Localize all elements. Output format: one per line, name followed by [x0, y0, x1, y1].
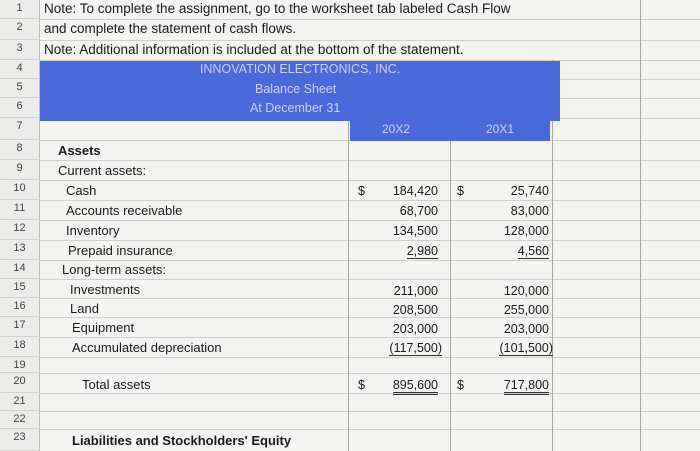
column-divider — [640, 0, 641, 451]
value-land-20x1[interactable]: 255,000 — [503, 303, 549, 317]
value-land-20x2[interactable]: 208,500 — [392, 303, 438, 317]
value-cash-20x2[interactable]: 184,420 — [392, 184, 438, 198]
row-cells[interactable] — [40, 411, 700, 430]
value-investments-20x2[interactable]: 211,000 — [393, 284, 438, 298]
row-number[interactable]: 22 — [0, 411, 40, 429]
label-investments[interactable]: Investments — [70, 282, 141, 297]
label-accounts-receivable[interactable]: Accounts receivable — [66, 203, 183, 218]
row-number[interactable]: 19 — [0, 357, 40, 373]
row-number[interactable]: 14 — [0, 260, 40, 279]
statement-date[interactable]: At December 31 — [250, 101, 341, 115]
row-cells[interactable] — [40, 220, 700, 241]
note-line-1[interactable]: Note: To complete the assignment, go to the worksheet tab labeled Cash Flow — [44, 1, 511, 16]
label-cash[interactable]: Cash — [66, 183, 97, 198]
label-assets[interactable]: Assets — [58, 143, 101, 158]
col-header-20x2[interactable]: 20X2 — [382, 122, 411, 136]
statement-title[interactable]: Balance Sheet — [255, 82, 337, 96]
value-ar-20x1[interactable]: 83,000 — [510, 204, 549, 218]
row-number[interactable]: 13 — [0, 240, 40, 260]
note-line-2[interactable]: and complete the statement of cash flows. — [44, 21, 297, 36]
value-prepaid-20x2[interactable]: 2,980 — [406, 244, 438, 258]
value-inventory-20x1[interactable]: 128,000 — [503, 224, 549, 238]
value-accum-dep-20x1[interactable]: (101,500) — [499, 341, 553, 355]
value-total-assets-20x2[interactable]: 895,600 — [393, 378, 438, 395]
label-land[interactable]: Land — [70, 301, 99, 316]
sheet-row — [0, 411, 700, 429]
dollar-sign: $ — [457, 184, 464, 198]
row-number[interactable]: 2 — [0, 19, 40, 40]
row-number[interactable]: 8 — [0, 140, 40, 160]
value-ar-20x2[interactable]: 68,700 — [399, 204, 438, 218]
row-number[interactable]: 23 — [0, 429, 40, 451]
label-total-assets[interactable]: Total assets — [82, 377, 151, 392]
value-equipment-20x1[interactable]: 203,000 — [503, 322, 549, 336]
label-liabilities-equity[interactable]: Liabilities and Stockholders' Equity — [72, 433, 292, 448]
row-number[interactable]: 16 — [0, 298, 40, 317]
label-accumulated-depreciation[interactable]: Accumulated depreciation — [72, 340, 222, 355]
row-number[interactable]: 9 — [0, 160, 40, 180]
row-number[interactable]: 17 — [0, 317, 40, 337]
sheet-row — [0, 393, 700, 411]
row-number[interactable]: 4 — [0, 60, 40, 79]
row-cells[interactable] — [40, 298, 700, 318]
row-number[interactable]: 5 — [0, 79, 40, 98]
row-number[interactable]: 20 — [0, 373, 40, 393]
dollar-sign: $ — [358, 378, 365, 392]
dollar-sign: $ — [457, 378, 464, 392]
sheet-row — [0, 298, 700, 317]
value-total-assets-20x1[interactable]: 717,800 — [504, 378, 549, 395]
row-cells[interactable] — [40, 357, 700, 374]
label-long-term-assets[interactable]: Long-term assets: — [62, 262, 167, 277]
note-line-3[interactable]: Note: Additional information is included at the bottom of the statement. — [44, 42, 464, 57]
row-number[interactable]: 21 — [0, 393, 40, 411]
value-inventory-20x2[interactable]: 134,500 — [392, 224, 438, 238]
column-divider — [450, 120, 451, 451]
row-number[interactable]: 12 — [0, 220, 40, 240]
company-name[interactable]: INNOVATION ELECTRONICS, INC. — [200, 62, 401, 76]
value-investments-20x1[interactable]: 120,000 — [503, 284, 549, 298]
row-cells[interactable] — [40, 317, 700, 338]
row-number[interactable]: 11 — [0, 200, 40, 220]
row-number[interactable]: 6 — [0, 98, 40, 118]
row-number[interactable]: 15 — [0, 279, 40, 298]
column-divider — [348, 120, 349, 451]
value-cash-20x1[interactable]: 25,740 — [510, 184, 549, 198]
value-prepaid-20x1[interactable]: 4,560 — [517, 244, 549, 258]
row-cells[interactable] — [40, 180, 700, 201]
row-number[interactable]: 18 — [0, 337, 40, 357]
year-header-band — [350, 121, 550, 141]
row-number[interactable]: 1 — [0, 0, 40, 19]
sheet-row — [0, 357, 700, 373]
label-equipment[interactable]: Equipment — [72, 320, 135, 335]
row-number[interactable]: 3 — [0, 40, 40, 60]
value-accum-dep-20x2[interactable]: (117,500) — [389, 341, 442, 355]
row-number[interactable]: 10 — [0, 180, 40, 200]
dollar-sign: $ — [358, 184, 365, 198]
col-header-20x1[interactable]: 20X1 — [486, 122, 515, 136]
label-inventory[interactable]: Inventory — [66, 223, 120, 238]
label-current-assets[interactable]: Current assets: — [58, 163, 147, 178]
row-number[interactable]: 7 — [0, 118, 40, 140]
row-cells[interactable] — [40, 393, 700, 412]
sheet-row — [0, 180, 700, 200]
sheet-row — [0, 140, 700, 160]
label-prepaid-insurance[interactable]: Prepaid insurance — [68, 243, 173, 258]
value-equipment-20x2[interactable]: 203,000 — [392, 322, 438, 336]
row-cells[interactable] — [40, 140, 700, 161]
